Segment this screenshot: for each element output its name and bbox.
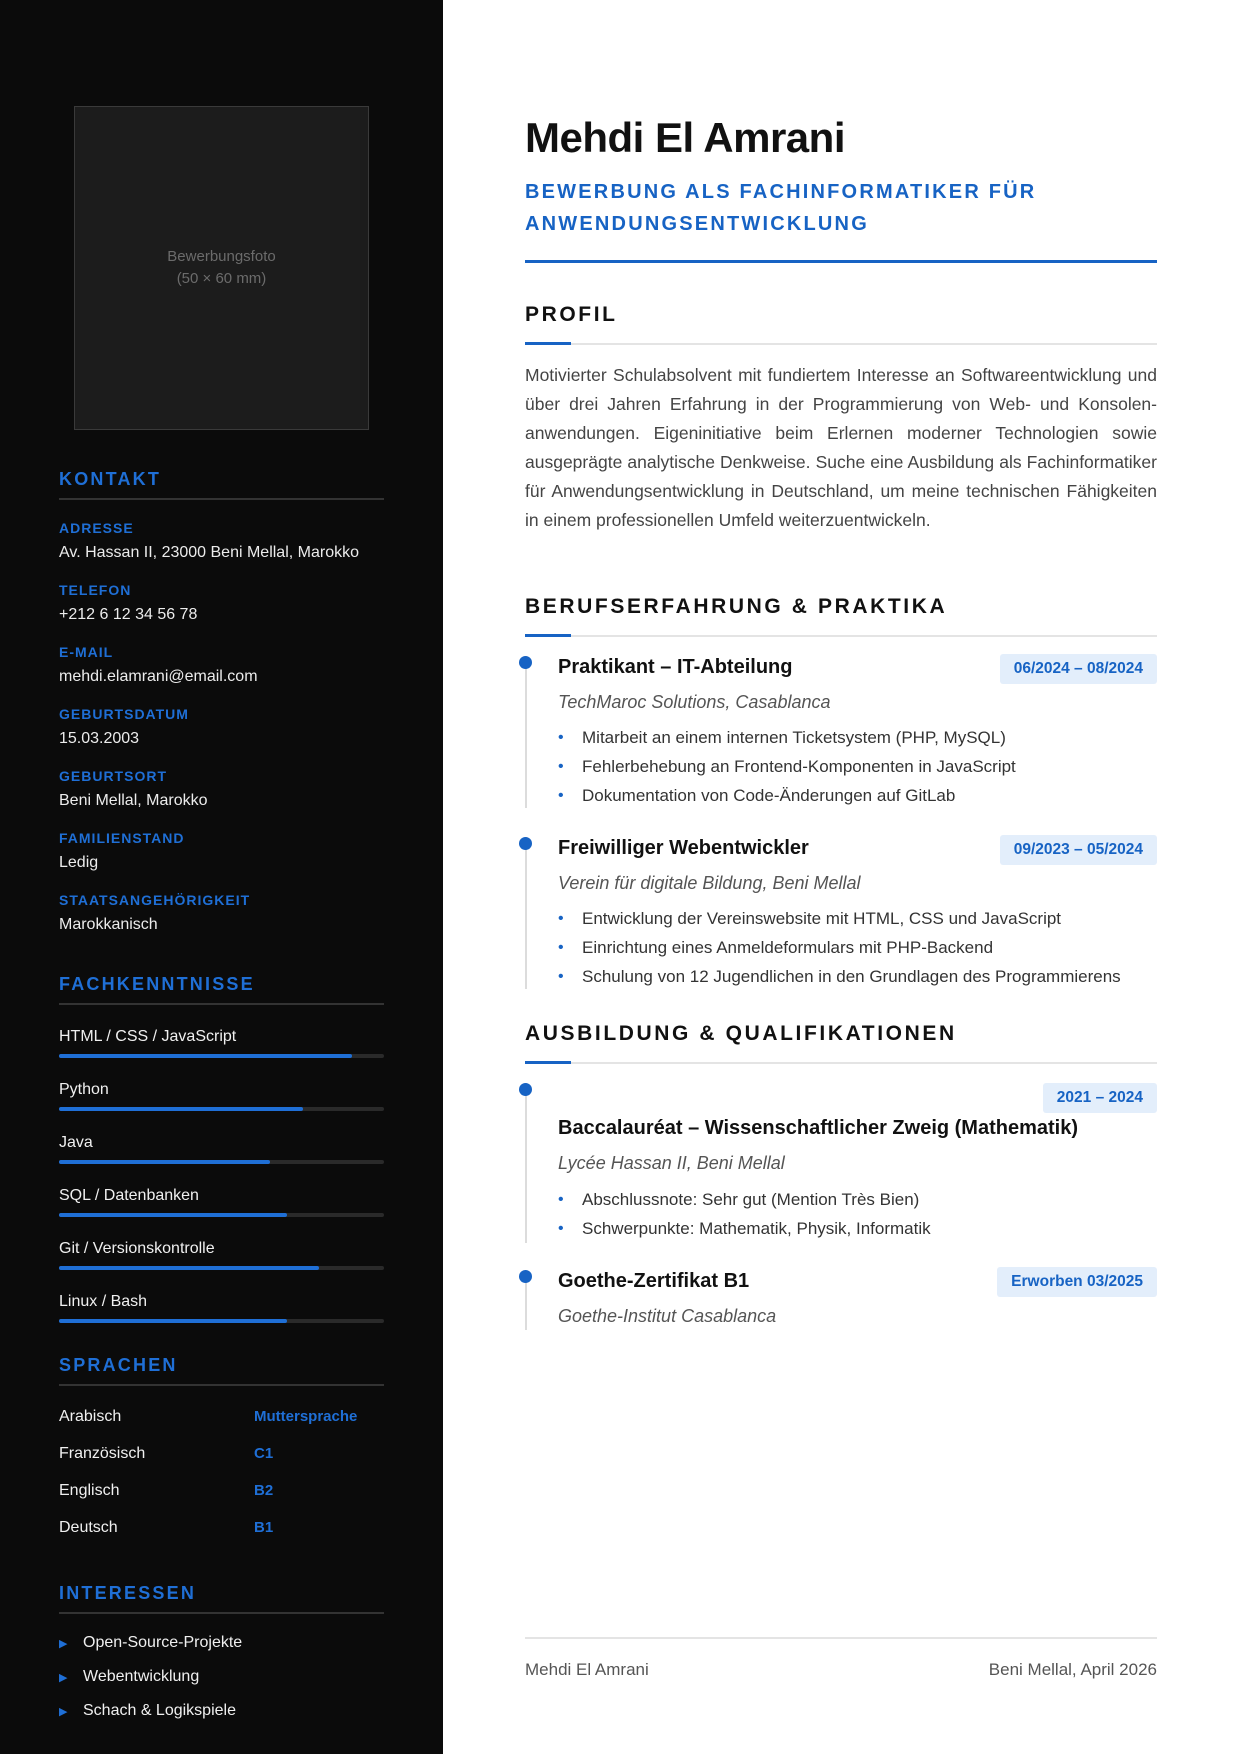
language-level: B1 bbox=[254, 1519, 274, 1536]
footer-name: Mehdi El Amrani bbox=[525, 1660, 649, 1679]
birthplace-value: Beni Mellal, Marokko bbox=[59, 792, 208, 809]
interest-item bbox=[59, 1660, 384, 1694]
footer-place-date: Beni Mellal, April 2026 bbox=[988, 1660, 1157, 1679]
education-entry bbox=[525, 1270, 1157, 1330]
experience-title-text: BERUFSERFAHRUNG & PRAKTIKA bbox=[525, 595, 948, 618]
triangle-bullet-icon: ▶ bbox=[59, 1705, 68, 1718]
language-level: B2 bbox=[254, 1482, 274, 1499]
bullet-item: • Dokumentation von Code-Änderungen auf GitLab bbox=[558, 781, 1153, 810]
timeline-line bbox=[525, 656, 527, 808]
date-badge: 2021 – 2024 bbox=[1043, 1083, 1157, 1113]
header-divider bbox=[525, 260, 1157, 263]
language-row bbox=[59, 1435, 384, 1472]
bullet-item: • Abschlussnote: Sehr gut (Mention Très Bien) bbox=[558, 1185, 1153, 1214]
entry-bullets bbox=[558, 904, 1153, 991]
timeline-dot bbox=[519, 837, 532, 850]
skill-bar bbox=[59, 1160, 384, 1164]
triangle-bullet-icon: ▶ bbox=[59, 1637, 68, 1650]
experience-entry bbox=[525, 837, 1157, 989]
skill-bar-fill bbox=[59, 1319, 287, 1323]
timeline-dot bbox=[519, 1270, 532, 1283]
skill-bar-fill bbox=[59, 1266, 319, 1270]
language-name: Deutsch bbox=[59, 1518, 118, 1536]
entry-organization: Lycée Hassan II, Beni Mellal bbox=[558, 1153, 785, 1173]
section-accent bbox=[525, 342, 571, 345]
skill-bar bbox=[59, 1213, 384, 1217]
bullet-item: • Schwerpunkte: Mathematik, Physik, Informatik bbox=[558, 1214, 1153, 1243]
photo-placeholder bbox=[74, 106, 369, 430]
timeline-dot bbox=[519, 1083, 532, 1096]
languages-title: SPRACHEN bbox=[59, 1355, 384, 1386]
birthdate-value: 15.03.2003 bbox=[59, 730, 140, 747]
marital-status-value: Ledig bbox=[59, 854, 99, 871]
entry-organization: TechMaroc Solutions, Casablanca bbox=[558, 692, 831, 712]
interests-section bbox=[59, 1583, 384, 1728]
skill-name: Linux / Bash bbox=[59, 1293, 148, 1310]
skill-item bbox=[59, 1028, 384, 1058]
entry-organization: Goethe-Institut Casablanca bbox=[558, 1306, 777, 1326]
interest-item bbox=[59, 1694, 384, 1728]
entry-title: Goethe-Zertifikat B1 bbox=[558, 1270, 750, 1292]
timeline-line bbox=[525, 837, 527, 989]
address-label: ADRESSE bbox=[59, 520, 134, 536]
skill-bar-fill bbox=[59, 1107, 303, 1111]
profile-title-text: PROFIL bbox=[525, 303, 618, 326]
experience-section-title bbox=[525, 595, 1157, 637]
entry-bullets bbox=[558, 723, 1153, 810]
skill-item bbox=[59, 1240, 384, 1270]
skill-bar bbox=[59, 1319, 384, 1323]
profile-section-title bbox=[525, 303, 1157, 345]
entry-title: Freiwilliger Webentwickler bbox=[558, 837, 809, 859]
applicant-name: Mehdi El Amrani bbox=[525, 114, 845, 161]
phone-label: TELEFON bbox=[59, 582, 132, 598]
skill-bar-fill bbox=[59, 1054, 352, 1058]
languages-section bbox=[59, 1355, 384, 1546]
skill-item bbox=[59, 1134, 384, 1164]
footer bbox=[525, 1660, 1157, 1680]
timeline-dot bbox=[519, 656, 532, 669]
skill-bar bbox=[59, 1054, 384, 1058]
entry-title: Baccalauréat – Wissenschaftlicher Zweig (Mathematik) bbox=[558, 1117, 1078, 1139]
bullet-item: • Fehlerbehebung an Frontend-Komponenten in JavaScript bbox=[558, 752, 1153, 781]
education-title-text: AUSBILDUNG & QUALIFIKATIONEN bbox=[525, 1022, 957, 1045]
triangle-bullet-icon: ▶ bbox=[59, 1671, 68, 1684]
interests-title: INTERESSEN bbox=[59, 1583, 384, 1614]
language-level: C1 bbox=[254, 1445, 274, 1462]
footer-divider bbox=[525, 1637, 1157, 1639]
date-badge: 06/2024 – 08/2024 bbox=[1000, 654, 1157, 684]
interest-label: Schach & Logikspiele bbox=[83, 1702, 236, 1719]
bullet-item: • Schulung von 12 Jugendlichen in den Grundlagen des Programmierens bbox=[558, 962, 1153, 991]
skill-bar bbox=[59, 1107, 384, 1111]
skill-item bbox=[59, 1187, 384, 1217]
main-content bbox=[525, 0, 1157, 1754]
language-row bbox=[59, 1509, 384, 1546]
section-accent bbox=[525, 634, 571, 637]
language-row bbox=[59, 1398, 384, 1435]
skills-section bbox=[59, 974, 384, 1323]
entry-bullets bbox=[558, 1185, 1153, 1243]
section-accent bbox=[525, 1061, 571, 1064]
application-subtitle: BEWERBUNG ALS FACHINFORMATIKER FÜR ANWENDUNGSENTWICKLUNG bbox=[525, 181, 1037, 235]
birthplace-label: GEBURTSORT bbox=[59, 768, 167, 784]
entry-organization: Verein für digitale Bildung, Beni Mellal bbox=[558, 873, 861, 893]
email-label: E-MAIL bbox=[59, 644, 114, 660]
skill-item bbox=[59, 1081, 384, 1111]
interest-item bbox=[59, 1626, 384, 1660]
interest-label: Open-Source-Projekte bbox=[83, 1634, 243, 1651]
nationality-label: STAATSANGEHÖRIGKEIT bbox=[59, 892, 251, 908]
marital-status-label: FAMILIENSTAND bbox=[59, 830, 185, 846]
email-value: mehdi.elamrani@email.com bbox=[59, 668, 258, 685]
address-value: Av. Hassan II, 23000 Beni Mellal, Marokko bbox=[59, 544, 359, 561]
skill-name: Java bbox=[59, 1134, 93, 1151]
language-name: Französisch bbox=[59, 1444, 146, 1462]
date-badge: Erworben 03/2025 bbox=[997, 1267, 1157, 1297]
interest-label: Webentwicklung bbox=[83, 1668, 200, 1685]
language-name: Englisch bbox=[59, 1481, 120, 1499]
bullet-item: • Einrichtung eines Anmeldeformulars mit PHP-Backend bbox=[558, 933, 1153, 962]
language-name: Arabisch bbox=[59, 1407, 122, 1425]
profile-text: Motivierter Schulabsolvent mit fundiertem Interesse an Softwareentwicklung und über drei Jahren Erfahrung in der Programmierung von Web- und Konsolen-anwendungen. Eigeninitiative beim Erlernen moderner Technologien sowie ausgeprägte analytische Denkweise. Suche eine Ausbildung als Fachinformatiker für Anwendungsentwicklung in Deutschland, um meine technischen Fähigkeiten in einem professionellen Umfeld weiterzuentwickeln. bbox=[525, 365, 1157, 530]
experience-entry bbox=[525, 656, 1157, 808]
date-badge: 09/2023 – 05/2024 bbox=[1000, 835, 1157, 865]
education-entry bbox=[525, 1083, 1157, 1243]
contact-section bbox=[59, 469, 384, 934]
skill-bar-fill bbox=[59, 1160, 270, 1164]
language-row bbox=[59, 1472, 384, 1509]
skill-name: Python bbox=[59, 1081, 109, 1098]
nationality-value: Marokkanisch bbox=[59, 916, 158, 933]
language-level: Muttersprache bbox=[254, 1408, 358, 1425]
bullet-item: • Mitarbeit an einem internen Ticketsystem (PHP, MySQL) bbox=[558, 723, 1153, 752]
birthdate-label: GEBURTSDATUM bbox=[59, 706, 189, 722]
skill-bar bbox=[59, 1266, 384, 1270]
phone-value: +212 6 12 34 56 78 bbox=[59, 606, 198, 623]
sidebar bbox=[0, 0, 443, 1754]
photo-label: Bewerbungsfoto bbox=[167, 248, 276, 265]
photo-size: (50 × 60 mm) bbox=[176, 270, 267, 287]
contact-title: KONTAKT bbox=[59, 469, 384, 500]
skill-item bbox=[59, 1293, 384, 1323]
skill-bar-fill bbox=[59, 1213, 287, 1217]
skill-name: HTML / CSS / JavaScript bbox=[59, 1028, 237, 1045]
education-section-title bbox=[525, 1022, 1157, 1064]
entry-title: Praktikant – IT-Abteilung bbox=[558, 656, 793, 678]
timeline-line bbox=[525, 1083, 527, 1243]
skill-name: SQL / Datenbanken bbox=[59, 1187, 199, 1204]
bullet-item: • Entwicklung der Vereinswebsite mit HTML, CSS und JavaScript bbox=[558, 904, 1153, 933]
skills-title: FACHKENNTNISSE bbox=[59, 974, 384, 1005]
skill-name: Git / Versionskontrolle bbox=[59, 1240, 215, 1257]
